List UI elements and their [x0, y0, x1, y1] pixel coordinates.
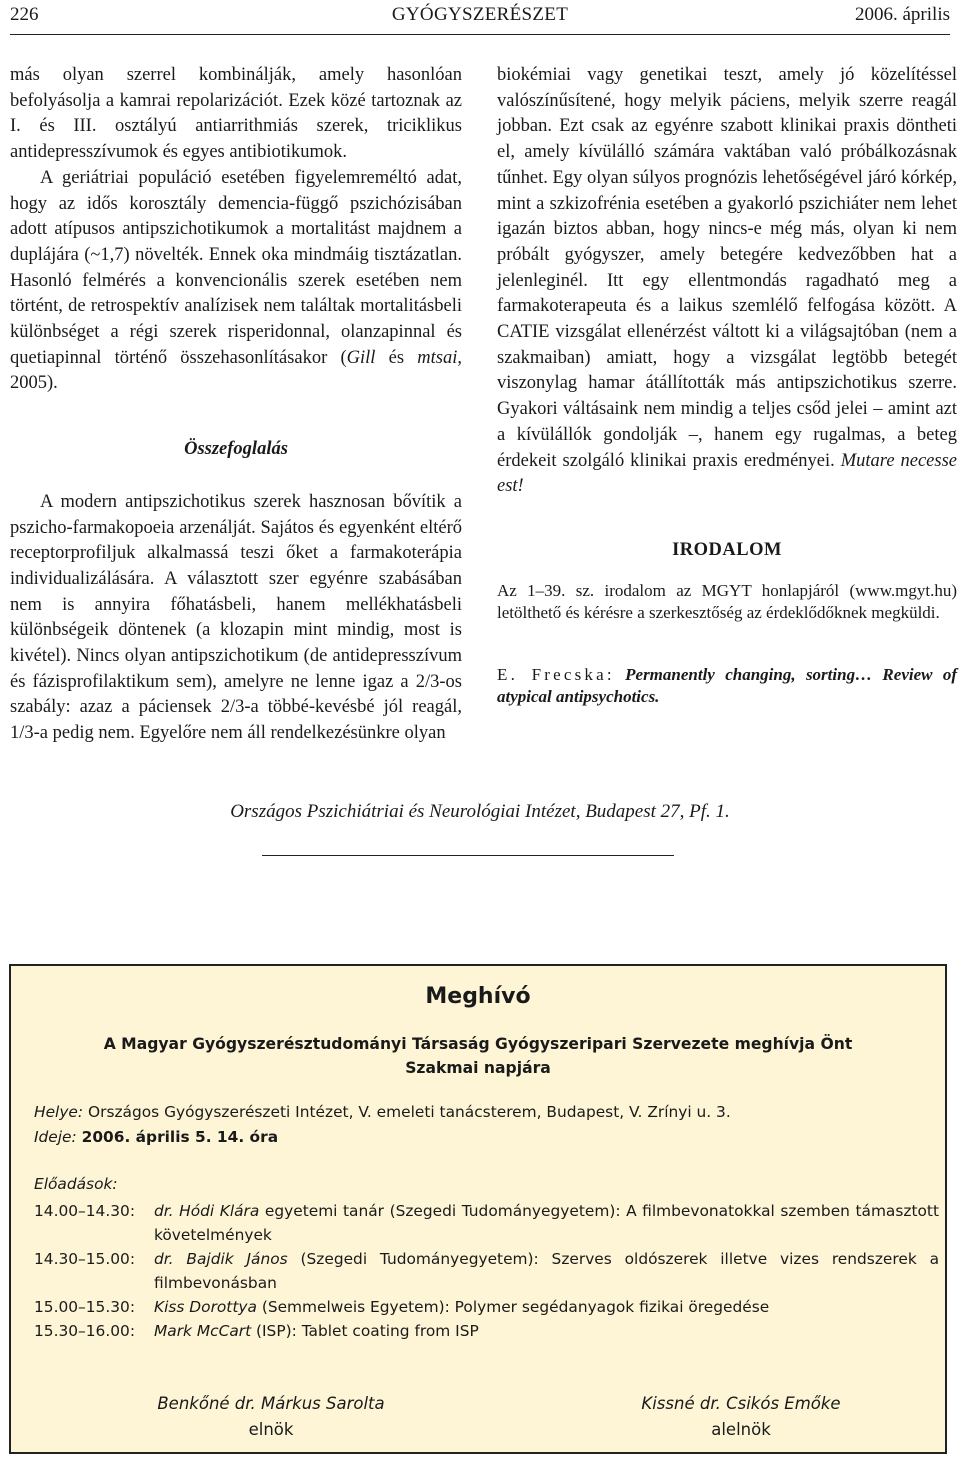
summary-title: Permanently changing, sorting… Review of atypical antipsychotics. — [497, 664, 957, 706]
talk-text — [154, 1319, 939, 1343]
talk-text — [154, 1199, 939, 1247]
citation-etal: mtsai — [417, 347, 458, 368]
talk-time: 15.00–15.30: — [34, 1298, 136, 1316]
header-rule — [10, 34, 950, 35]
paragraph: más olyan szerrel kombinálják, amely hasonlóan befolyásolja a kamrai repolarizációt. Ezek közé tartoznak az I. és III. osztályú antiarrithmiás szerek, triciklikus antidepresszívumok és egyes antibiotikumok. — [10, 65, 462, 163]
affiliation: Országos Pszichiátriai és Neurológiai Intézet, Budapest 27, Pf. 1. — [230, 801, 730, 822]
talk-time: 15.30–16.00: — [34, 1322, 136, 1340]
talk-item — [34, 1319, 939, 1343]
talk-description: egyetemi tanár (Szegedi Tudományegyetem): A filmbevonatokkal szemben támasztott követelmények — [154, 1202, 939, 1244]
talk-item — [34, 1295, 939, 1319]
references-title: IRODALOM — [672, 539, 782, 560]
page-header — [10, 2, 950, 30]
separator-rule — [262, 855, 674, 856]
citation-author: Gill — [346, 347, 376, 368]
talk-time: 14.30–15.00: — [34, 1250, 136, 1268]
citation-and: és — [375, 347, 418, 368]
journal-title: GYÓGYSZERÉSZET — [391, 4, 569, 25]
section-title: Összefoglalás — [184, 439, 288, 460]
vice-president-name: Kissné dr. Csikós Emőke — [641, 1394, 841, 1413]
speaker-title: dr. — [154, 1202, 174, 1220]
place-label: Helye: — [34, 1103, 84, 1121]
references-text: Az 1–39. sz. irodalom az MGYT honlapjáról (www.mgyt.hu) letölthető és kérésre a szerkesztőség az érdeklődőknek megküldi. — [497, 580, 957, 622]
right-column — [497, 63, 957, 708]
speaker-name: Kiss Dorottya — [154, 1298, 257, 1316]
summary-author: E. Frecska: — [497, 664, 615, 684]
invitation-title: Meghívó — [425, 984, 531, 1009]
speaker-name: Hódi Klára — [179, 1202, 260, 1220]
issue-date: 2006. április — [855, 4, 950, 25]
speaker-name: Bajdik János — [186, 1250, 288, 1268]
talk-time: 14.00–14.30: — [34, 1202, 136, 1220]
speaker-title: dr. — [154, 1250, 174, 1268]
paragraph — [497, 63, 957, 500]
subtitle-line: Szakmai napjára — [405, 1059, 551, 1077]
talk-text — [154, 1295, 939, 1319]
paragraph: A modern antipszichotikus szerek hasznosan bővítik a pszicho-farmakopoeia arzenálját. Sajátos és egyenként eltérő receptorprofiljuk alkalmassá teszi őket a farmakoterápia individualizálására. A választott szer egyénre szabásában nem is annyira főhatásbeli, hanem mellékhatásbeli különbségeik döntenek (a klozapin mint mindig, most is kivétel). Nincs olyan antipszichotikum (de antidepresszívum és fázisprofilaktikum sem), amelyre ne lenne igaz a 2/3-os szabály: azaz a páciensek 2/3-a többé-kevésbé jól reagál, 1/3-a pedig nem. Egyelőre nem áll rendelkezésünkre olyan — [10, 491, 462, 744]
subtitle-line: A Magyar Gyógyszerésztudományi Társaság Gyógyszeripari Szervezete meghívja Önt — [103, 1035, 853, 1053]
talk-text — [154, 1247, 939, 1295]
page-number: 226 — [10, 4, 39, 25]
vice-president-role: alelnök — [711, 1420, 771, 1439]
time-line — [34, 1128, 278, 1146]
english-summary — [497, 664, 957, 708]
time-label: Ideje: — [34, 1128, 77, 1146]
talk-item — [34, 1247, 939, 1295]
paragraph-text: biokémiai vagy genetikai teszt, amely jó közelítéssel valószínűsítené, hogy melyik páciens, melyik szerre reagál jobban. Ezt csak az egyénre szabott klinikai praxis döntheti el, amely kívülálló számára vaktában való próbálkozásnak tűnhet. Egy olyan súlyos prognózis lehetőségével járó kórkép, mint a szkizofrénia esetében a gyakorló pszichiáter nem lehet igazán biztos abban, hogy nincs-e még más, olyan ki nem próbált gyógyszer, amely betegére kedvezőbben hat a jelenleginél. Itt egy ellentmondás ragadható meg a farmakoterapeuta és a laikus szemlélő felfogása között. A CATIE vizsgálat ellenérzést váltott ki a világsajtóban (nem a szakmaiban) amiatt, hogy a vizsgálat legtöbb betegét viszonylag hamar átállították más antipszichotikus szerre. Gyakori váltásaink nem mindig a teljes csőd jelei – amint azt a kívülállók gondolják –, hanem egy rugalmas, a beteg érdekeit szolgáló klinikai praxis eredményei. — [497, 65, 957, 471]
place-value: Országos Gyógyszerészeti Intézet, V. emeleti tanácsterem, Budapest, V. Zrínyi u. 3. — [88, 1103, 731, 1121]
left-column — [10, 63, 462, 747]
talk-description: (Szegedi Tudományegyetem): Szerves oldószerek illetve vizes rendszerek a filmbevonásban — [154, 1250, 940, 1292]
speaker-name: Mark McCart — [154, 1322, 252, 1340]
latin-quote: Mutare necesse est! — [497, 450, 957, 497]
signature-president — [121, 1391, 421, 1443]
talk-description: (ISP): Tablet coating from ISP — [251, 1322, 479, 1340]
citation-year: , 2005). — [10, 347, 462, 394]
invitation-subtitle — [31, 1032, 925, 1080]
president-name: Benkőné dr. Márkus Sarolta — [157, 1394, 385, 1413]
paragraph — [10, 166, 462, 397]
invitation-box — [9, 964, 947, 1454]
signature-vice-president — [591, 1391, 891, 1443]
talk-description: (Semmelweis Egyetem): Polymer segédanyagok fizikai öregedése — [256, 1298, 770, 1316]
time-value: 2006. április 5. 14. óra — [81, 1128, 279, 1146]
talk-item — [34, 1199, 939, 1247]
president-role: elnök — [248, 1420, 294, 1439]
paragraph-text: A geriátriai populáció esetében figyelemreméltó adat, hogy az idős korosztály demencia-függő pszichózisában adott atípusos antipszichotikumok a mortalitást majdnem a duplájára (~1,7) növelték. Ennek oka mindmáig tisztázatlan. Hasonló felmérés a konvencionális szerek esetében nem történt, de retrospektív analízisek nem találtak mortalitásbeli különbséget a régi szerek risperidonnal, olanzapinnal és quetiapinnal történő összehasonlításakor ( — [10, 167, 462, 368]
talks-list — [34, 1199, 939, 1343]
place-line — [34, 1103, 731, 1121]
talks-label: Előadások: — [34, 1175, 118, 1193]
